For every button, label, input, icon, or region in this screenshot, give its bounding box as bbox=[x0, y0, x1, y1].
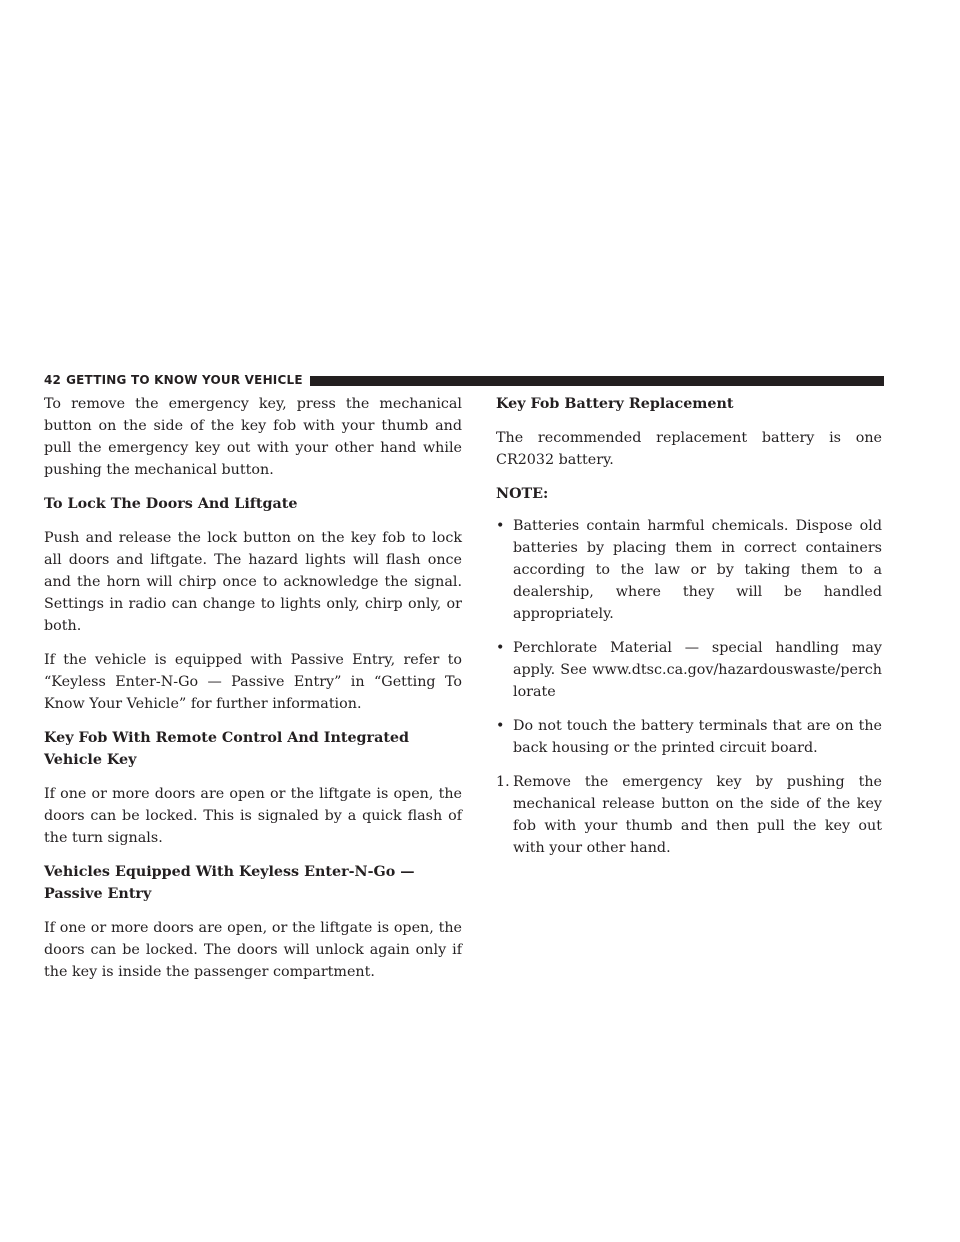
right-column bbox=[496, 393, 882, 871]
heading-battery-replacement: Key Fob Battery Replacement bbox=[496, 396, 734, 412]
list-item bbox=[496, 515, 882, 625]
paragraph-emergency-key: To remove the emergency key, press the mechanical button on the side of the key fob with your thumb and pull the emergency key out with your other hand while pushing the mechanical button. bbox=[44, 396, 462, 478]
bullet-text: Batteries contain harmful chemicals. Dispose old batteries by placing them in correct containers according to the law or by taking them to a dealership, where they will be handled appropriately. bbox=[513, 518, 882, 622]
step-number: 1. bbox=[496, 774, 510, 790]
step-item bbox=[496, 771, 882, 859]
paragraph-keyless-enter-n-go: If one or more doors are open, or the liftgate is open, the doors can be locked. The doors will unlock again only if the key is inside the passenger compartment. bbox=[44, 920, 462, 980]
note-label: NOTE: bbox=[496, 486, 549, 502]
list-item bbox=[496, 637, 882, 703]
bullet-icon: • bbox=[496, 518, 505, 534]
paragraph-recommended-battery: The recommended replacement battery is one CR2032 battery. bbox=[496, 430, 882, 468]
perchlorate-url: www.dtsc.ca.gov/hazardouswaste/perchlorate bbox=[513, 662, 883, 700]
bullet-text-lead: Perchlorate Material — special handling may apply. See bbox=[513, 640, 882, 678]
paragraph-key-fob-remote: If one or more doors are open or the liftgate is open, the doors can be locked. This is signaled by a quick flash of the turn signals. bbox=[44, 786, 462, 846]
bullet-icon: • bbox=[496, 640, 505, 656]
step-text: Remove the emergency key by pushing the mechanical release button on the side of the key fob with your thumb and then pull the key out with your other hand. bbox=[513, 774, 882, 856]
paragraph-passive-entry-ref: If the vehicle is equipped with Passive Entry, refer to “Keyless Enter-N-Go — Passive Entry” in “Getting To Know Your Vehicle” for further information. bbox=[44, 652, 462, 712]
bullet-icon: • bbox=[496, 718, 505, 734]
left-column bbox=[44, 393, 462, 995]
list-item bbox=[496, 715, 882, 759]
header-rule bbox=[310, 376, 884, 386]
heading-key-fob-remote: Key Fob With Remote Control And Integrated Vehicle Key bbox=[44, 730, 410, 768]
heading-lock-doors: To Lock The Doors And Liftgate bbox=[44, 496, 298, 512]
bullet-text bbox=[513, 637, 882, 703]
page-header bbox=[44, 369, 884, 391]
page-number: 42 bbox=[44, 373, 62, 387]
bullet-text: Do not touch the battery terminals that are on the back housing or the printed circuit board. bbox=[513, 718, 882, 756]
heading-keyless-enter-n-go: Vehicles Equipped With Keyless Enter-N-Go — Passive Entry bbox=[44, 864, 415, 902]
paragraph-lock-doors: Push and release the lock button on the key fob to lock all doors and liftgate. The hazard lights will flash once and the horn will chirp once to acknowledge the signal. Settings in radio can change to lights only, chirp only, or both. bbox=[44, 530, 462, 634]
section-title: GETTING TO KNOW YOUR VEHICLE bbox=[66, 373, 303, 387]
